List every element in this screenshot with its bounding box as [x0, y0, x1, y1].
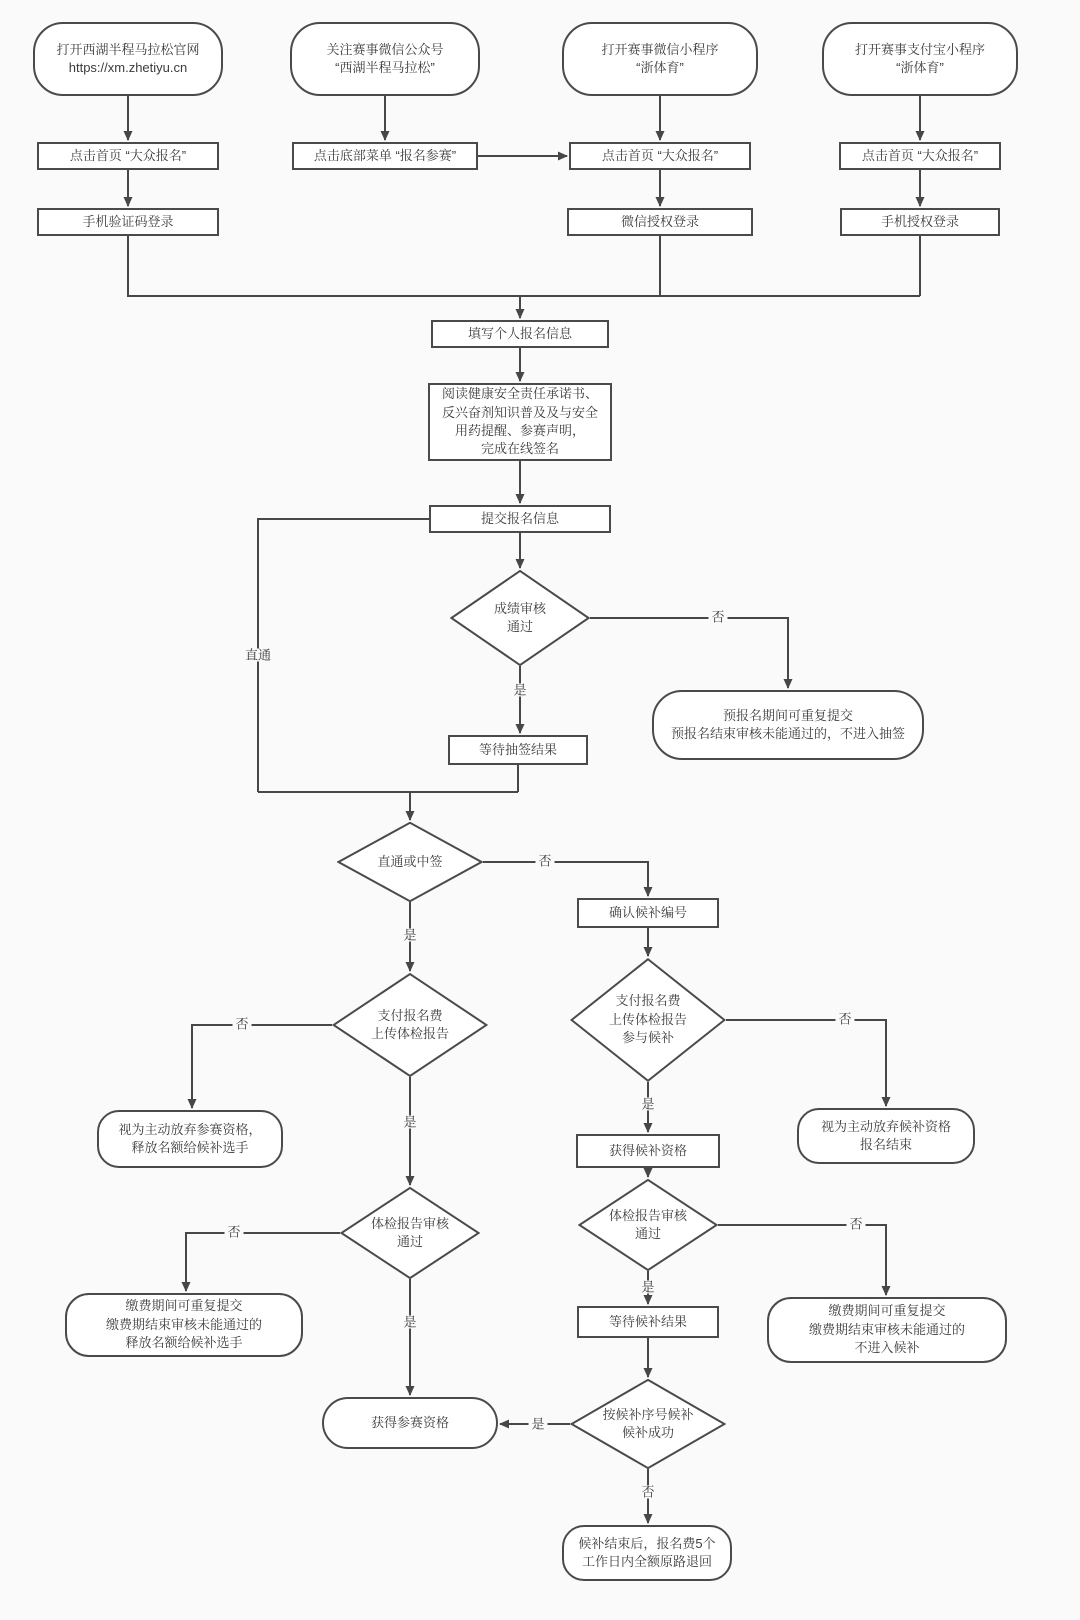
text-line: https://xm.zhetiyu.cn: [68, 60, 188, 75]
start-official-website: [33, 22, 223, 96]
edge-label-no-pay-entry: 否: [232, 1018, 251, 1031]
text-line: 通过: [506, 619, 533, 634]
text-line: 释放名额给候补选手: [131, 1140, 249, 1155]
step-get-waitlist-qualification: [576, 1134, 720, 1168]
decision-medical-report-review-entry: [340, 1187, 480, 1279]
text-line: “西湖半程马拉松”: [335, 60, 435, 75]
text-line: 释放名额给候补选手: [125, 1335, 243, 1351]
step-read-agreements-sign: [428, 383, 612, 461]
text-line: 阅读健康安全责任承诺书、: [441, 386, 598, 402]
decision-score-review: [450, 570, 590, 666]
text-line: 微信授权登录: [620, 213, 699, 229]
step-click-home-registration-web: [37, 142, 219, 170]
text-line: 反兴奋剂知识普及及与安全: [441, 404, 598, 420]
text-line: 确认候补编号: [608, 904, 687, 920]
text-line: 获得候补资格: [608, 1142, 687, 1158]
step-login-phone-auth: [840, 208, 1000, 236]
text-line: 缴费期间可重复提交: [125, 1298, 243, 1314]
step-click-home-registration-alipay: [839, 142, 1001, 170]
text-line: 缴费期结束审核未能通过的: [105, 1316, 262, 1332]
edge-label-no-medical-waitlist: 否: [846, 1218, 865, 1231]
text-line: 工作日内全额原路退回: [581, 1554, 712, 1569]
text-line: 直通或中签: [377, 853, 443, 869]
text-line: 按候补序号候补: [602, 1406, 694, 1422]
text-line: 候补结束后，报名费5个: [578, 1535, 716, 1551]
text-line: 视为主动放弃候补资格: [820, 1118, 951, 1134]
text-line: 用药提醒、参赛声明，: [454, 423, 585, 438]
text-line: 预报名期间可重复提交: [722, 707, 853, 723]
text-line: 报名结束: [859, 1137, 912, 1152]
step-click-bottom-menu-enter-race: [292, 142, 478, 170]
start-wechat-miniprogram: [562, 22, 758, 96]
text-line: “浙体育”: [896, 60, 944, 75]
text-line: 上传体检报告: [608, 1011, 687, 1027]
step-login-wechat-auth: [567, 208, 753, 236]
text-line: 获得参赛资格: [370, 1414, 449, 1430]
text-line: 手机授权登录: [880, 213, 959, 229]
edge-label-yes-waitlist-success: 是: [528, 1418, 547, 1431]
text-line: 成绩审核: [493, 600, 546, 616]
step-wait-waitlist-result: [577, 1306, 719, 1338]
step-wait-lottery-result: [448, 735, 588, 765]
text-line: 支付报名费: [377, 1007, 443, 1023]
step-click-home-registration-wechat: [569, 142, 751, 170]
text-line: 视为主动放弃参赛资格，: [118, 1121, 262, 1137]
text-line: “浙体育”: [636, 60, 684, 75]
note-payment-resubmit-release-slot: [65, 1293, 303, 1357]
edge-label-yes-score-review: 是: [510, 684, 529, 697]
note-payment-resubmit-no-waitlist: [767, 1297, 1007, 1363]
text-line: 完成在线签名: [480, 441, 559, 457]
text-line: 上传体检报告: [370, 1026, 449, 1041]
text-line: 候补成功: [621, 1425, 674, 1440]
text-line: 打开西湖半程马拉松官网: [56, 41, 200, 57]
text-line: 不进入候补: [854, 1340, 920, 1356]
edge-label-yes-direct-or-drawn: 是: [400, 929, 419, 942]
step-confirm-waitlist-number: [577, 898, 719, 928]
edge-label-no-direct-or-drawn: 否: [535, 855, 554, 868]
edge-label-yes-medical-entry: 是: [400, 1316, 419, 1329]
text-line: 点击底部菜单 “报名参赛”: [313, 147, 457, 163]
text-line: 点击首页 “大众报名”: [601, 147, 719, 163]
text-line: 通过: [634, 1226, 661, 1241]
step-login-phone-code: [37, 208, 219, 236]
text-line: 等待抽签结果: [478, 741, 557, 757]
end-refund-after-waitlist: [562, 1525, 732, 1581]
edge-label-no-score-review: 否: [708, 611, 727, 624]
text-line: 支付报名费: [615, 993, 681, 1009]
text-line: 通过: [396, 1234, 423, 1249]
text-line: 打开赛事支付宝小程序: [854, 41, 985, 57]
decision-pay-upload-report-waitlist: [570, 958, 726, 1082]
text-line: 关注赛事微信公众号: [326, 41, 444, 57]
edge-label-direct: 直通: [242, 649, 274, 662]
decision-medical-report-review-waitlist: [578, 1179, 718, 1271]
decision-direct-or-drawn: [337, 822, 483, 902]
decision-pay-upload-report: [332, 973, 488, 1077]
text-line: 体检报告审核: [370, 1215, 449, 1231]
text-line: 预报名结束审核未能通过的，不进入抽签: [670, 726, 905, 741]
step-submit-registration: [429, 505, 611, 533]
text-line: 点击首页 “大众报名”: [69, 147, 187, 163]
end-get-entry-qualification: [322, 1397, 498, 1449]
edge-label-yes-medical-waitlist: 是: [638, 1281, 657, 1294]
text-line: 体检报告审核: [608, 1207, 687, 1223]
text-line: 打开赛事微信小程序: [601, 41, 719, 57]
start-alipay-miniprogram: [822, 22, 1018, 96]
text-line: 填写个人报名信息: [467, 325, 572, 341]
note-give-up-entry-release-slot: [97, 1110, 283, 1168]
edge-label-yes-pay-entry: 是: [400, 1116, 419, 1129]
edge-label-yes-pay-waitlist: 是: [638, 1098, 657, 1111]
text-line: 参与候补: [621, 1030, 674, 1046]
text-line: 等待候补结果: [608, 1313, 687, 1329]
edge-label-no-medical-entry: 否: [224, 1226, 243, 1239]
decision-waitlist-success: [570, 1379, 726, 1469]
text-line: 提交报名信息: [480, 510, 559, 526]
text-line: 手机验证码登录: [82, 213, 174, 229]
text-line: 缴费期间可重复提交: [828, 1303, 946, 1319]
edge-label-no-pay-waitlist: 否: [835, 1013, 854, 1026]
note-give-up-waitlist-end: [797, 1108, 975, 1164]
text-line: 缴费期结束审核未能通过的: [808, 1321, 965, 1337]
step-fill-personal-info: [431, 320, 609, 348]
edge-label-no-waitlist-success: 否: [638, 1486, 657, 1499]
text-line: 点击首页 “大众报名”: [861, 147, 979, 163]
note-preregistration-resubmit: [652, 690, 924, 760]
start-wechat-official-account: [290, 22, 480, 96]
